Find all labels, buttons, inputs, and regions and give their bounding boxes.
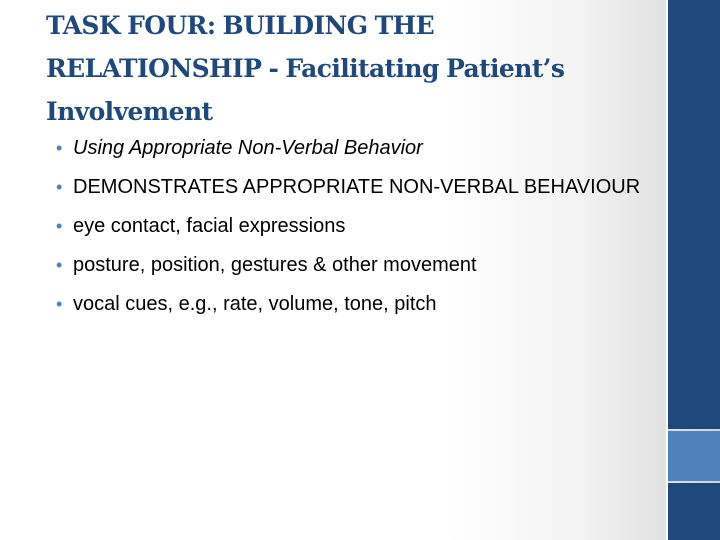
bullet-item <box>56 210 646 242</box>
bullet-icon: • <box>56 294 63 314</box>
bullet-text: eye contact, facial expressions <box>73 215 346 237</box>
bullet-text: Using Appropriate Non-Verbal Behavior <box>73 137 423 159</box>
side-bar-lower-block <box>668 483 720 540</box>
bullet-list <box>56 132 646 320</box>
bullet-text: posture, position, gestures & other movement <box>73 254 477 276</box>
bullet-icon: • <box>56 177 63 197</box>
bullet-item <box>56 132 646 164</box>
bullet-item <box>56 171 646 203</box>
slide-title: TASK FOUR: BUILDING THE RELATIONSHIP - Facilitating Patient’s Involvement <box>46 11 565 126</box>
bullet-item <box>56 288 646 320</box>
bullet-icon: • <box>56 138 63 158</box>
bullet-icon: • <box>56 216 63 236</box>
bullet-text: vocal cues, e.g., rate, volume, tone, pitch <box>73 293 437 315</box>
bullet-icon: • <box>56 255 63 275</box>
side-bar-upper-block <box>668 0 720 429</box>
bullet-text: DEMONSTRATES APPROPRIATE NON-VERBAL BEHAVIOUR <box>73 176 641 198</box>
bullet-item <box>56 249 646 281</box>
side-accent-bar <box>666 0 720 540</box>
side-bar-light-block <box>668 431 720 481</box>
